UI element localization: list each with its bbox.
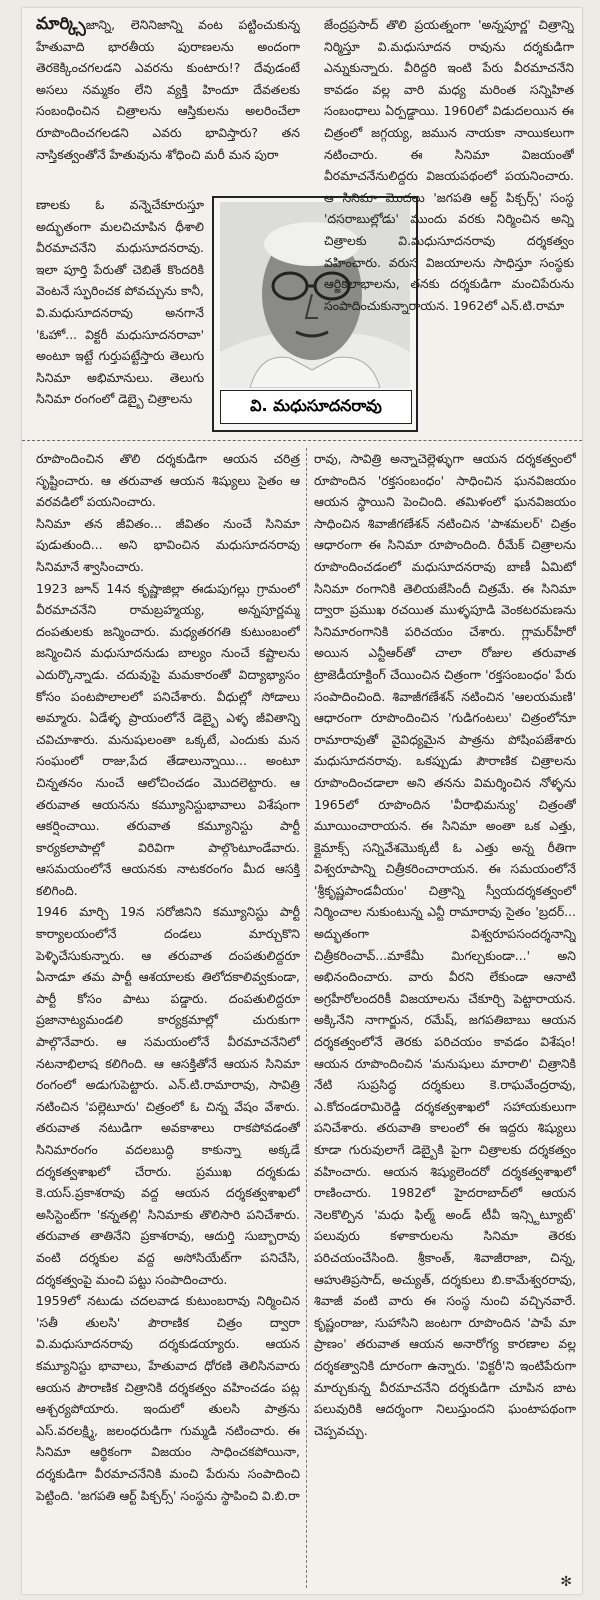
intro-column-wrap	[36, 194, 204, 438]
intro-column-top	[36, 14, 300, 194]
bottom-left-paragraph-4: 1946 మార్చి 19న సరోజినిని కమ్యూనిస్టు పార్టీ కార్యాలయంలోనే దండలు మార్చుకొని పెళ్ళిచేసుకున్నారు. ఆ తరువాత దంపతులిద్దరూ ఏనాడూ తమ పార్టీ ఆశయాలకు తిలోదకాలివ్వకుండా, పార్టీ కోసం పాటు పడ్డారు. దంపతులిద్దరూ ప్రజానాట్యమండలి కార్యక్రమాల్లో చురుకుగా పాల్గొనేవారు. ఆ సమయంలోనే వీరమాచనేనిలో నటనాభిలాష కలిగింది. ఆ ఆసక్తితోనే ఆయన సినిమా రంగంలో అడుగుపెట్టారు. ఎన్.టి.రామారావు, సావిత్రి నటించిన 'పల్లెటూరు' చిత్రంలో ఓ చిన్న వేషం వేశారు. తరువాత నటుడిగా అవకాశాలు రాకపోవడంతో సినిమారంగం వదలబుద్ధి కాకున్నా అక్కడే దర్శకత్వశాఖలో చేరారు. ప్రముఖ దర్శకుడు కె.యస్.ప్రకాశరావు వద్ద ఆయన దర్శకత్వశాఖలో అసిస్టెంట్‌గా 'కన్నతల్లి' సినిమాకు తొలిసారి పనిచేశారు. తరువాత తాతినేని ప్రకాశరావు, ఆదుర్తి సుబ్బారావు వంటి దర్శకుల వద్ద అసోసియేట్‌గా పనిచేసి, దర్శకత్వంపై మంచి పట్టు సంపాదించారు.	[36, 904, 300, 1287]
bottom-left-paragraph-3: 1923 జూన్ 14న కృష్ణాజిల్లా ఈడుపుగల్లు గ్రామంలో వీరమాచనేని రామబ్రహ్మయ్య, అన్నపూర్ణమ్మ దంపతులకు జన్మించారు. మధ్యతరగతి కుటుంబంలో జన్మించిన మధుసూదనుడు బాల్యం నుంచే కష్టాలను ఎదుర్కొన్నాడు. చదువుపై మమకారంతో విద్యాభ్యాసం కోసం పంటపొలాలలో పనిచేశారు. వీధుల్లో సోడాలు అమ్మారు. ఏడేళ్ళ ప్రాయంలోనే డెబ్బై ఎళ్ళ జీవితాన్ని చవిచూశారు. మనుషులంతా ఒక్కటే, ఎందుకు మన సంఘంలో రాజు,పేద తేడాలున్నాయి... అంటూ చిన్నతనం నుంచే ఆలోచించడం మొదలెట్టారు. ఆ తరువాత ఆయనను కమ్యూనిస్టుభావాలు విశేషంగా ఆకర్షించాయి. తరువాత కమ్యూనిస్టు పార్టీ కార్యకలాపాల్లో విరివిగా పాల్గొంటూండేవారు. ఆసమయంలోనే ఆయనకు నాటకరంగం మీద ఆసక్తి కలిగింది.	[36, 580, 300, 898]
bottom-left-paragraph-2: సినిమా తన జీవితం... జీవితం నుంచే సినిమా పుడుతుంది... అని భావించిన మధుసూదనరావు సినిమానే శ్వాసించారు.	[36, 515, 300, 574]
photo-caption: వి. మధుసూదనరావు	[220, 390, 412, 424]
bottom-right-column	[314, 448, 576, 1588]
intro-paragraph: మార్క్సిజాన్ని, లెనినిజాన్ని వంట పట్టించుకున్న హేతువాది భారతీయ పురాణలను అందంగా తెరకెక్కించగలడని ఎవరను కుంటారు!? దేవుడంటే అసలు నమ్మకం లేని వ్యక్తి హిందూ దేవతలకు సంబంధించిన చిత్రాలను ఆస్తికులను అలరించేలా రూపొందించగలడని ఎవరు భావిస్తారు? తన నాస్తికత్వంతోనే హేతువును శోధించి మరీ మన పురా	[36, 14, 300, 162]
ornament-icon: ✻	[560, 1574, 572, 1590]
lead-word: మార్క్సి	[36, 14, 86, 34]
bottom-left-paragraph-5: 1959లో నటుడు చదలవాడ కుటుంబరావు నిర్మించిన 'సతీ తులసి' పౌరాణిక చిత్రం ద్వారా వి.మధుసూదనరావు దర్శకుడయ్యారు. ఆయన కమ్యూనిస్టు భావాలు, హేతువాద ధోరణి తెలిసినవారు ఆయన పౌరాణిక చిత్రానికి దర్శకత్వం వహించడం పట్ల ఆశ్చర్యపోయారు. ఇందులో తులసి పాత్రను ఎస్.వరలక్ష్మి, జలంధరుడిగా గుమ్మడి నటించారు. ఈ సినిమా ఆర్థికంగా విజయం సాధించకపోయినా, దర్శకుడిగా వీరమాచనేనికి మంచి పేరును సంపాదించి పెట్టింది. 'జగపతి ఆర్ట్ పిక్చర్స్' సంస్థను స్థాపించి వి.బి.రా	[36, 1293, 300, 1503]
bottom-left-column	[36, 448, 300, 1588]
bottom-right-paragraph-1: రావు, సావిత్రి అన్నాచెల్లెళ్ళుగా ఆయన దర్శకత్వంలో రూపొందిన 'రక్తసంబంధం' సాధించిన ఘనవిజయం ఆయన స్థాయిని పెంచింది. తమిళంలో ఘనవిజయం సాధించిన శివాజీగణేశన్ నటించిన 'పాశమలర్' చిత్రం ఆధారంగా ఈ సినిమా రూపొందింది. రీమేక్ చిత్రాలను రూపొందించడంలో మధుసూదనరావు బాణీ ఏమిటో సినిమా రంగానికి తెలియజేసిందీ చిత్రమే. ఈ సినిమా ద్వారా ప్రముఖ రచయిత ముళ్ళపూడి వెంకటరమణను సినిమారంగానికి పరిచయం చేశారు. గ్లామర్‌హీరో అయిన ఎన్టీఆర్‌తో చాలా రోజుల తరువాత ట్రాజెడీయాక్టింగ్ చేయించిన చిత్రంగా 'రక్తసంబంధం' పేరు సంపాదించింది. శివాజీగణేశన్ నటించిన 'ఆలయమణి' ఆధారంగా రూపొందించిన 'గుడిగంటలు' చిత్రంలోనూ రామారావుతో వైవిధ్యమైన పాత్రను పోషింపజేశారు మధుసూదనరావు. ఒకప్పుడు పౌరాణిక చిత్రాలను రూపొందించడాలా అని తనను విమర్శించిన నోళ్ళను 1965లో రూపొందిన 'వీరాభిమన్యు' చిత్రంతో మూయించారాయన. ఈ సినిమా అంతా ఒక ఎత్తు, క్లైమాక్స్ సన్నివేశమొక్కటీ ఓ ఎత్తు అన్న రీతిగా విశ్వరూపాన్ని చిత్రీకరించారాయన. ఈ సమయంలోనే 'శ్రీకృష్ణపాండవీయం' చిత్రాన్ని స్వీయదర్శకత్వంలో నిర్మించాల నుకుంటున్న ఎన్టీ రామారావు సైతం 'బ్రదర్... అద్భుతంగా విశ్వరూపసందర్శనాన్ని చిత్రీకరించావ్...మాకేమీ మిగల్చకుండా...' అని అభినందించారు. వారు వీరని లేకుండా ఆనాటి అగ్రహీరోలందరికీ విజయాలను చేకూర్చి పెట్టారాయన. అక్కినేని నాగార్జున, రమేష్, జగపతిబాబు ఆయన దర్శకత్వంలోనే తెరకు పరిచయం కావడం విశేషం! ఆయన రూపొందించిన 'మనుషులు మారాలి' చిత్రానికి నేటి సుప్రసిద్ధ దర్శకులు కె.రాఘవేంద్రరావు, ఎ.కోదండరామిరెడ్డి దర్శకత్వశాఖలో సహాయకులుగా పనిచేశారు. తరువాతి కాలంలో ఈ ఇద్దరు శిష్యులు కూడా గురువులాగే డెబ్బైకి పైగా చిత్రాలకు దర్శకత్వం వహించారు. ఆయన శిష్యులెందరో దర్శకత్వశాఖలో రాణించారు. 1982లో హైదరాబాద్‌లో ఆయన నెలకొల్పిన 'మధు ఫిల్మ్ అండ్ టీవీ ఇన్స్టిట్యూట్' పలువురు కళాకారులను సినిమా తెరకు పరిచయంచేసింది. శ్రీకాంత్, శివాజీరాజా, చిన్న, ఆహుతిప్రసాద్, అచ్యుత్, దర్శకులు బి.కామేశ్వరరావు, శివాజీ వంటి వారు ఈ సంస్థ నుంచి వచ్చినవారే. కృష్ణంరాజు, సుహాసిని జంటగా రూపొందిన 'పాపే మా ప్రాణం' తరువాత ఆయన అనారోగ్య కారణాల వల్ల దర్శకత్వానికి దూరంగా ఉన్నారు. 'విక్టరీ'ని ఇంటిపేరుగా మార్చుకున్న వీరమాచనేని దర్శకుడిగా చూపిన బాట పలువురికి ఆదర్శంగా నిలుస్తుందని ఘంటాపథంగా చెప్పవచ్చు.	[314, 451, 576, 1438]
newspaper-clipping	[22, 8, 582, 1594]
intro-wrap-paragraph: ణాలకు ఓ వన్నెచేకూరుస్తూ అద్భుతంగా మలచిచూపిన ధీశాలి వీరమాచనేని మధుసూదనరావు. ఇలా పూర్తి పేరుతో చెబితే కొందరికి వెంటనే స్ఫురించక పోవచ్చును కానీ, వి.మధుసూదనరావు అనగానే 'ఓహో... విక్టరీ మధుసూదనరావా' అంటూ ఇట్టే గుర్తుపట్టేస్తారు తెలుగు సినిమా అభిమానులు. తెలుగు సినిమా రంగంలో డెబ్బై చిత్రాలను	[36, 197, 204, 407]
bottom-left-paragraph-1: రూపొందించిన తొలి దర్శకుడిగా ఆయన చరిత్ర సృష్టించారు. ఆ తరువాత ఆయన శిష్యులు సైతం ఆ వరవడిలో పయనించారు.	[36, 451, 300, 510]
horizontal-divider	[22, 440, 582, 441]
right-column-top	[324, 14, 574, 438]
vertical-divider	[306, 448, 307, 1588]
right-top-paragraph: జేంద్రప్రసాద్ తొలి ప్రయత్నంగా 'అన్నపూర్ణ' చిత్రాన్ని నిర్మిస్తూ వి.మధుసూదన రావును దర్శకుడిగా ఎన్నుకున్నారు. వీరిద్దరి ఇంటి పేరు వీరమాచనేని కావడం వల్ల వారి మధ్య మరింత సన్నిహిత సంబంధాలు ఏర్పడ్డాయి. 1960లో విడుదలయిన ఈ చిత్రంలో జగ్గయ్య, జమున నాయకా నాయికలుగా నటించారు. ఈ సినిమా విజయంతో వీరమాచనేనులిద్దరు విజయపథంలో పయనించారు. ఆ సినిమా మొదలు 'జగపతి ఆర్ట్ పిక్చర్స్' సంస్థ 'దసరాబుల్లోడు' ముందు వరకు నిర్మించిన అన్ని చిత్రాలకు వి.మధుసూదనరావు దర్శకత్వం వహించారు. వరుస విజయాలను సాధిస్తూ సంస్థకు ఆర్జికలాభాలను, తనకు దర్శకుడిగా మంచిపేరును సంపాదించుకున్నారాయన. 1962లో ఎన్.టి.రామా	[324, 17, 574, 313]
